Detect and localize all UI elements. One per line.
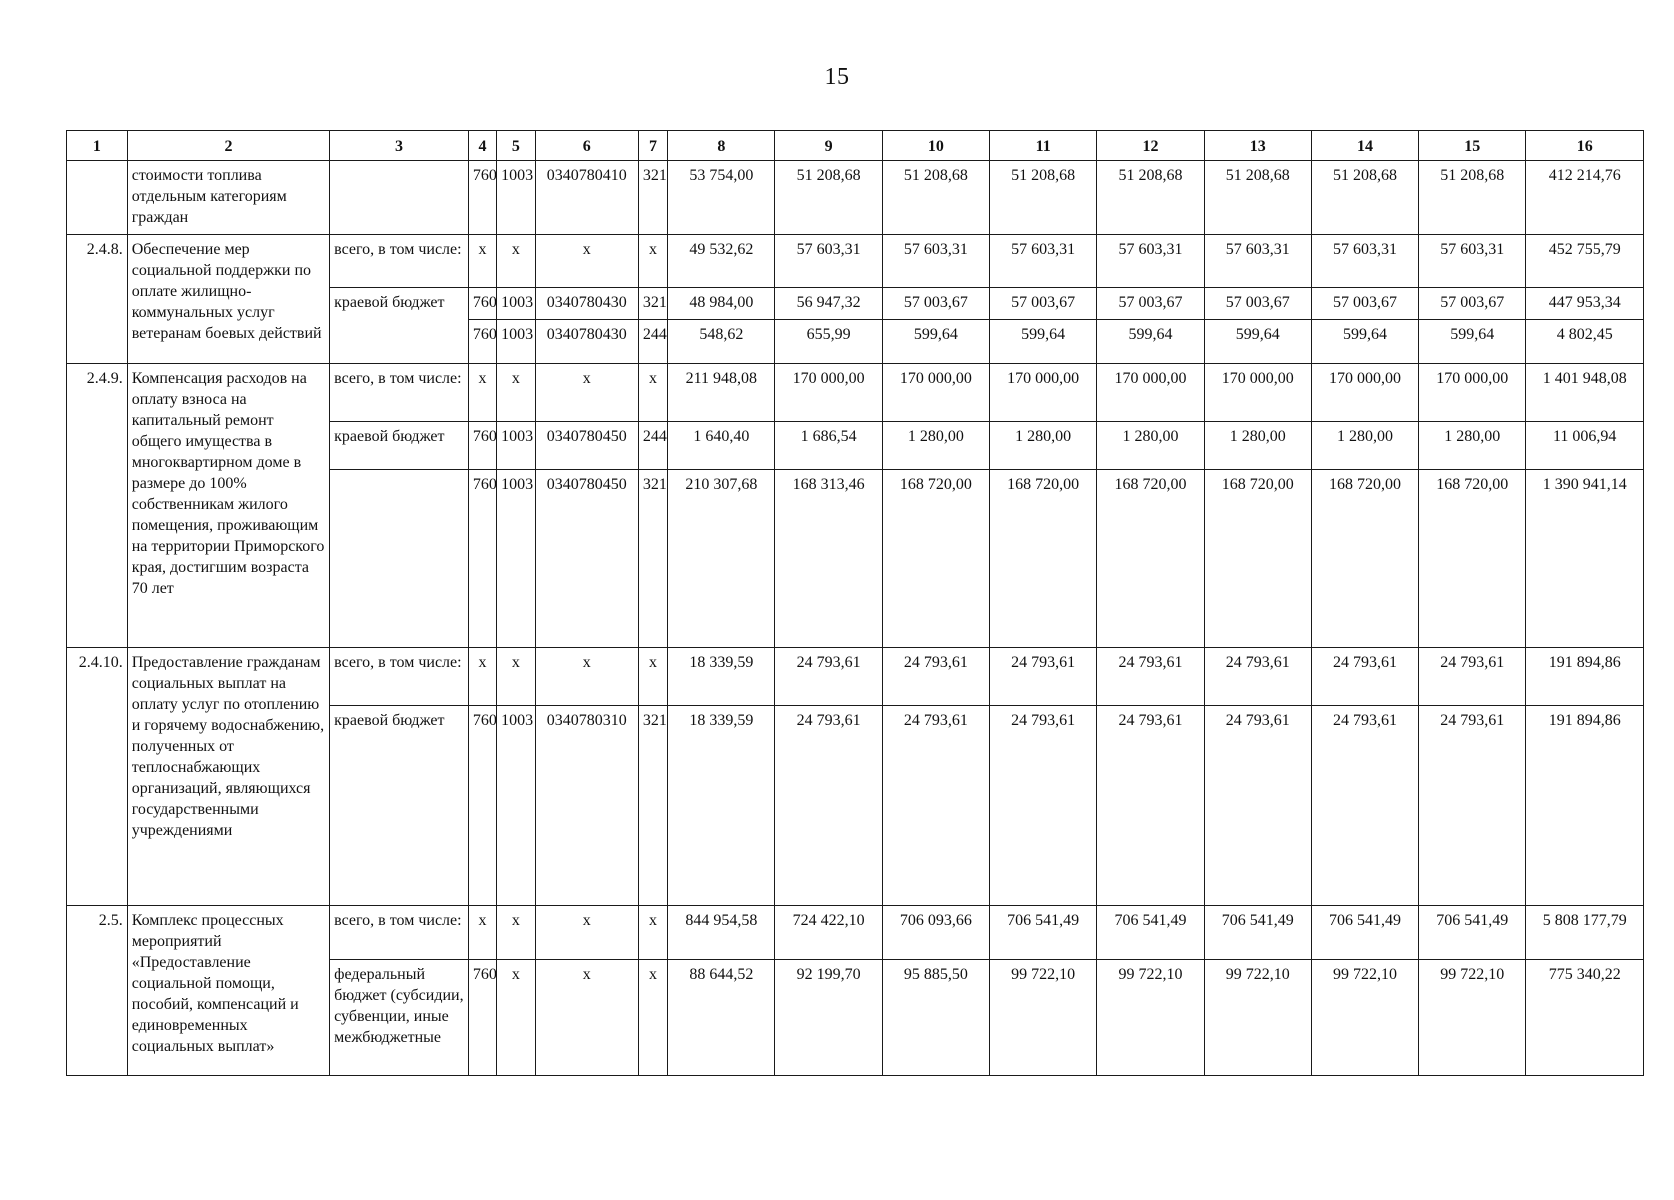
value-cell: 51 208,68 [1204, 161, 1311, 235]
header-cell: 1 [67, 131, 128, 161]
budget-source-cell: всего, в том числе: [330, 364, 469, 422]
page-number: 15 [824, 64, 850, 90]
budget-source-cell: краевой бюджет [330, 706, 469, 906]
value-cell: 211 948,08 [668, 364, 775, 422]
value-cell: 56 947,32 [775, 288, 882, 320]
code-cell: x [638, 906, 667, 960]
value-cell: 168 720,00 [990, 470, 1097, 648]
value-cell: 844 954,58 [668, 906, 775, 960]
code-cell: 244 [638, 320, 667, 364]
value-cell: 57 603,31 [882, 235, 989, 288]
code-cell: 1003 [497, 706, 535, 906]
budget-source-cell: всего, в том числе: [330, 235, 469, 288]
value-cell: 24 793,61 [1097, 706, 1204, 906]
code-cell: 0340780410 [535, 161, 638, 235]
value-cell: 170 000,00 [1204, 364, 1311, 422]
value-cell: 57 003,67 [1097, 288, 1204, 320]
code-cell: 760 [468, 288, 496, 320]
budget-source-cell [330, 161, 469, 235]
item-description: Компенсация расходов на оплату взноса на капитальный ремонт общего имущества в многоквартирном доме в размере до 100% собственникам жилого помещения, проживающим на территории Приморского края, достигшим возраста 70 лет [127, 364, 329, 648]
value-cell: 191 894,86 [1526, 648, 1644, 706]
value-cell: 51 208,68 [990, 161, 1097, 235]
header-cell: 6 [535, 131, 638, 161]
budget-source-cell: краевой бюджет [330, 422, 469, 470]
code-cell: 321 [638, 288, 667, 320]
value-cell: 24 793,61 [1204, 648, 1311, 706]
value-cell: 57 603,31 [1311, 235, 1418, 288]
code-cell: x [535, 906, 638, 960]
item-number-cell [67, 161, 128, 235]
value-cell: 24 793,61 [775, 648, 882, 706]
table-row [67, 906, 1644, 960]
header-cell: 9 [775, 131, 882, 161]
value-cell: 548,62 [668, 320, 775, 364]
code-cell: 0340780430 [535, 288, 638, 320]
value-cell: 447 953,34 [1526, 288, 1644, 320]
code-cell: x [497, 648, 535, 706]
code-cell: x [535, 235, 638, 288]
value-cell: 170 000,00 [1311, 364, 1418, 422]
header-cell: 14 [1311, 131, 1418, 161]
value-cell: 1 390 941,14 [1526, 470, 1644, 648]
code-cell: 321 [638, 470, 667, 648]
value-cell: 168 720,00 [1204, 470, 1311, 648]
value-cell: 706 541,49 [990, 906, 1097, 960]
value-cell: 24 793,61 [990, 706, 1097, 906]
value-cell: 99 722,10 [1204, 960, 1311, 1076]
code-cell: 244 [638, 422, 667, 470]
value-cell: 168 720,00 [1097, 470, 1204, 648]
value-cell: 57 603,31 [1097, 235, 1204, 288]
value-cell: 599,64 [1311, 320, 1418, 364]
value-cell: 99 722,10 [990, 960, 1097, 1076]
value-cell: 210 307,68 [668, 470, 775, 648]
budget-source-cell: федеральный бюджет (субсидии, субвенции, иные межбюджетные [330, 960, 469, 1076]
header-cell: 7 [638, 131, 667, 161]
value-cell: 57 603,31 [1419, 235, 1526, 288]
budget-source-cell: всего, в том числе: [330, 648, 469, 706]
code-cell: 321 [638, 706, 667, 906]
code-cell: 760 [468, 422, 496, 470]
value-cell: 168 720,00 [1419, 470, 1526, 648]
value-cell: 4 802,45 [1526, 320, 1644, 364]
value-cell: 24 793,61 [882, 648, 989, 706]
value-cell: 1 280,00 [1311, 422, 1418, 470]
value-cell: 706 541,49 [1419, 906, 1526, 960]
value-cell: 51 208,68 [775, 161, 882, 235]
value-cell: 170 000,00 [990, 364, 1097, 422]
value-cell: 1 280,00 [1204, 422, 1311, 470]
code-cell: x [497, 235, 535, 288]
code-cell: 1003 [497, 422, 535, 470]
code-cell: x [535, 960, 638, 1076]
value-cell: 51 208,68 [1311, 161, 1418, 235]
header-cell: 4 [468, 131, 496, 161]
value-cell: 1 280,00 [990, 422, 1097, 470]
code-cell: x [535, 648, 638, 706]
value-cell: 51 208,68 [1097, 161, 1204, 235]
value-cell: 24 793,61 [1419, 648, 1526, 706]
value-cell: 706 541,49 [1311, 906, 1418, 960]
item-number-cell: 2.4.10. [67, 648, 128, 906]
code-cell: 1003 [497, 161, 535, 235]
code-cell: x [468, 648, 496, 706]
value-cell: 24 793,61 [990, 648, 1097, 706]
value-cell: 706 541,49 [1097, 906, 1204, 960]
value-cell: 99 722,10 [1311, 960, 1418, 1076]
value-cell: 599,64 [882, 320, 989, 364]
value-cell: 11 006,94 [1526, 422, 1644, 470]
value-cell: 168 313,46 [775, 470, 882, 648]
value-cell: 170 000,00 [1419, 364, 1526, 422]
value-cell: 57 003,67 [990, 288, 1097, 320]
value-cell: 191 894,86 [1526, 706, 1644, 906]
item-description: Предоставление гражданам социальных выплат на оплату услуг по отоплению и горячему водоснабжению, полученных от теплоснабжающих организаций, являющихся государственными учреждениями [127, 648, 329, 906]
code-cell: x [497, 906, 535, 960]
value-cell: 51 208,68 [1419, 161, 1526, 235]
value-cell: 775 340,22 [1526, 960, 1644, 1076]
value-cell: 57 003,67 [1204, 288, 1311, 320]
item-number-cell: 2.5. [67, 906, 128, 1076]
code-cell: x [638, 235, 667, 288]
code-cell: 760 [468, 470, 496, 648]
code-cell: x [638, 960, 667, 1076]
code-cell: 0340780450 [535, 422, 638, 470]
item-number-cell: 2.4.9. [67, 364, 128, 648]
code-cell: 760 [468, 161, 496, 235]
value-cell: 706 093,66 [882, 906, 989, 960]
header-cell: 10 [882, 131, 989, 161]
table-row [67, 648, 1644, 706]
value-cell: 412 214,76 [1526, 161, 1644, 235]
value-cell: 599,64 [1204, 320, 1311, 364]
table-row [67, 161, 1644, 235]
code-cell: 760 [468, 320, 496, 364]
header-cell: 15 [1419, 131, 1526, 161]
value-cell: 599,64 [1097, 320, 1204, 364]
table-row [67, 364, 1644, 422]
value-cell: 18 339,59 [668, 706, 775, 906]
code-cell: 760 [468, 960, 496, 1076]
value-cell: 1 280,00 [1097, 422, 1204, 470]
value-cell: 1 280,00 [882, 422, 989, 470]
code-cell: x [638, 364, 667, 422]
value-cell: 1 640,40 [668, 422, 775, 470]
code-cell: x [468, 364, 496, 422]
item-description: Комплекс процессных мероприятий «Предоставление социальной помощи, пособий, компенсаций и единовременных социальных выплат» [127, 906, 329, 1076]
value-cell: 706 541,49 [1204, 906, 1311, 960]
header-cell: 5 [497, 131, 535, 161]
budget-source-cell: всего, в том числе: [330, 906, 469, 960]
header-cell: 16 [1526, 131, 1644, 161]
value-cell: 24 793,61 [1311, 706, 1418, 906]
value-cell: 24 793,61 [1311, 648, 1418, 706]
value-cell: 99 722,10 [1097, 960, 1204, 1076]
value-cell: 452 755,79 [1526, 235, 1644, 288]
value-cell: 599,64 [990, 320, 1097, 364]
code-cell: 1003 [497, 288, 535, 320]
header-cell: 2 [127, 131, 329, 161]
value-cell: 1 686,54 [775, 422, 882, 470]
value-cell: 57 003,67 [1311, 288, 1418, 320]
code-cell: x [535, 364, 638, 422]
value-cell: 49 532,62 [668, 235, 775, 288]
code-cell: x [468, 906, 496, 960]
value-cell: 170 000,00 [882, 364, 989, 422]
header-cell: 13 [1204, 131, 1311, 161]
value-cell: 18 339,59 [668, 648, 775, 706]
budget-source-cell: краевой бюджет [330, 288, 469, 364]
value-cell: 5 808 177,79 [1526, 906, 1644, 960]
budget-table [66, 130, 1644, 1076]
header-cell: 12 [1097, 131, 1204, 161]
item-number-cell: 2.4.8. [67, 235, 128, 364]
code-cell: 0340780430 [535, 320, 638, 364]
value-cell: 655,99 [775, 320, 882, 364]
value-cell: 48 984,00 [668, 288, 775, 320]
value-cell: 599,64 [1419, 320, 1526, 364]
code-cell: 1003 [497, 320, 535, 364]
item-description: Обеспечение мер социальной поддержки по оплате жилищно-коммунальных услуг ветеранам боевых действий [127, 235, 329, 364]
value-cell: 168 720,00 [1311, 470, 1418, 648]
code-cell: x [468, 235, 496, 288]
code-cell: 760 [468, 706, 496, 906]
value-cell: 57 003,67 [1419, 288, 1526, 320]
code-cell: x [497, 364, 535, 422]
value-cell: 168 720,00 [882, 470, 989, 648]
budget-source-cell [330, 470, 469, 648]
value-cell: 92 199,70 [775, 960, 882, 1076]
item-description: стоимости топлива отдельным категориям граждан [127, 161, 329, 235]
value-cell: 99 722,10 [1419, 960, 1526, 1076]
code-cell: 0340780450 [535, 470, 638, 648]
code-cell: x [497, 960, 535, 1076]
code-cell: 1003 [497, 470, 535, 648]
value-cell: 24 793,61 [1419, 706, 1526, 906]
header-cell: 11 [990, 131, 1097, 161]
value-cell: 1 401 948,08 [1526, 364, 1644, 422]
value-cell: 24 793,61 [775, 706, 882, 906]
table-row [67, 235, 1644, 288]
value-cell: 57 603,31 [990, 235, 1097, 288]
value-cell: 53 754,00 [668, 161, 775, 235]
code-cell: 0340780310 [535, 706, 638, 906]
value-cell: 95 885,50 [882, 960, 989, 1076]
value-cell: 57 603,31 [775, 235, 882, 288]
value-cell: 1 280,00 [1419, 422, 1526, 470]
value-cell: 57 003,67 [882, 288, 989, 320]
value-cell: 24 793,61 [1204, 706, 1311, 906]
code-cell: x [638, 648, 667, 706]
value-cell: 724 422,10 [775, 906, 882, 960]
value-cell: 170 000,00 [775, 364, 882, 422]
code-cell: 321 [638, 161, 667, 235]
value-cell: 24 793,61 [882, 706, 989, 906]
value-cell: 170 000,00 [1097, 364, 1204, 422]
value-cell: 57 603,31 [1204, 235, 1311, 288]
header-cell: 3 [330, 131, 469, 161]
value-cell: 51 208,68 [882, 161, 989, 235]
header-cell: 8 [668, 131, 775, 161]
value-cell: 24 793,61 [1097, 648, 1204, 706]
header-row [67, 131, 1644, 161]
value-cell: 88 644,52 [668, 960, 775, 1076]
